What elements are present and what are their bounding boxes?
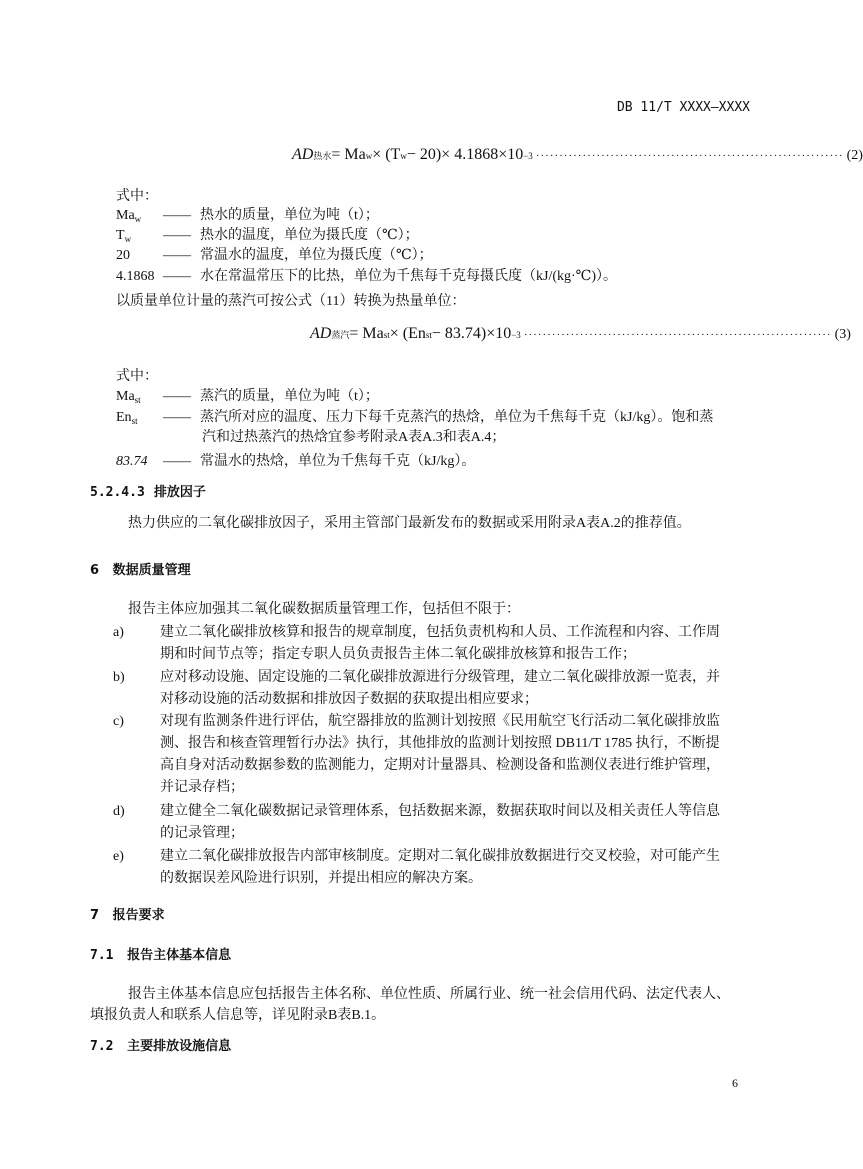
section-heading-5-2-4-3: 5.2.4.3 排放因子 [90, 485, 206, 500]
list-item-line: 测、报告和核查管理暂行办法》执行，其他排放的监测计划按照 DB11/T 1785 执行，不断提 [160, 736, 720, 751]
paragraph-line: 报告主体基本信息应包括报告主体名称、单位性质、所属行业、统一社会信用代码、法定代表人、 [128, 987, 730, 1002]
page-number: 6 [732, 1076, 738, 1090]
dash: —— [163, 389, 191, 404]
document-code-header: DB 11/T XXXX—XXXX [616, 100, 750, 115]
section-heading-7: 7 报告要求 [90, 908, 165, 923]
variable-description: 蒸汽的质量，单位为吨（t）； [200, 389, 379, 404]
variable-symbol: 4.1868 [116, 269, 155, 284]
list-item-marker: d) [113, 804, 125, 819]
where-label: 式中： [116, 369, 158, 384]
section-heading-6: 6 数据质量管理 [90, 563, 191, 578]
formula-number: (2) [846, 148, 863, 163]
dash: —— [163, 248, 191, 263]
formula-sub: st [383, 330, 390, 340]
dash: —— [163, 228, 191, 243]
formula-term: × (En [389, 325, 426, 342]
dash: —— [163, 454, 191, 469]
section-heading-7-2: 7.2 主要排放设施信息 [90, 1039, 232, 1054]
list-item-line: 应对移动设施、固定设施的二氧化碳排放源进行分级管理，建立二氧化碳排放源一览表，并 [160, 670, 720, 685]
leader-dots: ·································································· [523, 329, 832, 341]
dash: —— [163, 410, 191, 425]
formula-lhs: AD [310, 325, 332, 342]
variable-description: 蒸汽所对应的温度、压力下每千克蒸汽的热焓，单位为千焦每千克（kJ/kg）。饱和蒸 [200, 410, 714, 425]
list-item-line: 对现有监测条件进行评估，航空器排放的监测计划按照《民用航空飞行活动二氧化碳排放监 [160, 714, 720, 729]
variable-description: 常温水的热焓，单位为千焦每千克（kJ/kg）。 [200, 454, 476, 469]
list-item-line: 高自身对活动数据参数的监测能力，定期对计量器具、检测设备和监测仪表进行维护管理， [160, 758, 720, 773]
formula-lhs-sub: 蒸汽 [331, 330, 350, 340]
formula-term: − 20)× 4.1868×10 [406, 146, 524, 163]
list-item-line: 并记录存档； [160, 780, 244, 795]
variable-symbol: $Ma_{st}$ [116, 389, 141, 405]
variable-description: 水在常温常压下的比热，单位为千焦每千克每摄氏度（kJ/(kg·℃)）。 [200, 269, 617, 284]
formula-3 [310, 325, 851, 343]
formula-lhs: AD [292, 146, 314, 163]
formula-exponent: −3 [523, 151, 533, 161]
formula-sub: w [365, 151, 373, 161]
list-item-line: 对移动设施的活动数据和排放因子数据的获取提出相应要求； [160, 692, 538, 707]
formula-term: × (T [372, 146, 401, 163]
variable-definition [116, 387, 379, 410]
list-item-marker: e) [113, 849, 124, 864]
formula-term: − 83.74)×10 [431, 325, 512, 342]
where-label: 式中： [116, 189, 158, 204]
formula-2 [292, 146, 863, 164]
variable-symbol: 20 [116, 248, 130, 263]
list-item-marker: a) [113, 625, 124, 640]
formula-sub: w [400, 151, 407, 161]
dash: —— [163, 208, 191, 223]
list-item-line: 建立健全二氧化碳数据记录管理体系，包括数据来源，数据获取时间以及相关责任人等信息 [160, 804, 720, 819]
variable-definition [116, 267, 617, 290]
variable-symbol: $T_w$ [116, 228, 132, 244]
section-heading-7-1: 7.1 报告主体基本信息 [90, 948, 232, 963]
dash: —— [163, 269, 191, 284]
list-item-line: 的数据误差风险进行识别，并提出相应的解决方案。 [160, 871, 482, 886]
formula-number: (3) [834, 327, 851, 342]
list-item-line: 的记录管理； [160, 826, 244, 841]
list-item-marker: b) [113, 670, 125, 685]
list-item-line: 期和时间节点等；指定专职人员负责报告主体二氧化碳排放核算和报告工作； [160, 647, 636, 662]
variable-symbol: 83.74 [116, 454, 148, 469]
steam-intro: 以质量单位计量的蒸汽可按公式（11）转换为热量单位： [116, 294, 466, 309]
leader-dots: ·································································· [535, 150, 844, 162]
formula-term: = Ma [349, 325, 384, 342]
variable-definition [116, 246, 433, 269]
formula-sub: st [425, 330, 432, 340]
section-body: 热力供应的二氧化碳排放因子，采用主管部门最新发布的数据或采用附录A表A.2的推荐值。 [128, 516, 691, 531]
variable-description: 热水的质量，单位为吨（t）； [200, 208, 379, 223]
variable-symbol: $En_{st}$ [116, 410, 138, 426]
formula-term: = Ma [331, 146, 366, 163]
variable-description: 热水的温度，单位为摄氏度（℃）； [200, 228, 419, 243]
list-item-marker: c) [113, 714, 124, 729]
list-item-line: 建立二氧化碳排放核算和报告的规章制度，包括负责机构和人员、工作流程和内容、工作周 [160, 625, 720, 640]
variable-description: 常温水的温度，单位为摄氏度（℃）； [200, 248, 433, 263]
formula-lhs-sub: 热水 [313, 151, 332, 161]
paragraph-line: 填报负责人和联系人信息等，详见附录B表B.1。 [90, 1008, 386, 1023]
section-intro: 报告主体应加强其二氧化碳数据质量管理工作，包括但不限于： [128, 602, 520, 617]
variable-definition [116, 452, 475, 475]
formula-exponent: −3 [511, 330, 521, 340]
variable-description-continued: 汽和过热蒸汽的热焓宜参考附录A表A.3和表A.4； [202, 430, 506, 445]
list-item-line: 建立二氧化碳排放报告内部审核制度。定期对二氧化碳排放数据进行交叉校验，对可能产生 [160, 849, 720, 864]
variable-symbol: $Ma_w$ [116, 208, 142, 224]
